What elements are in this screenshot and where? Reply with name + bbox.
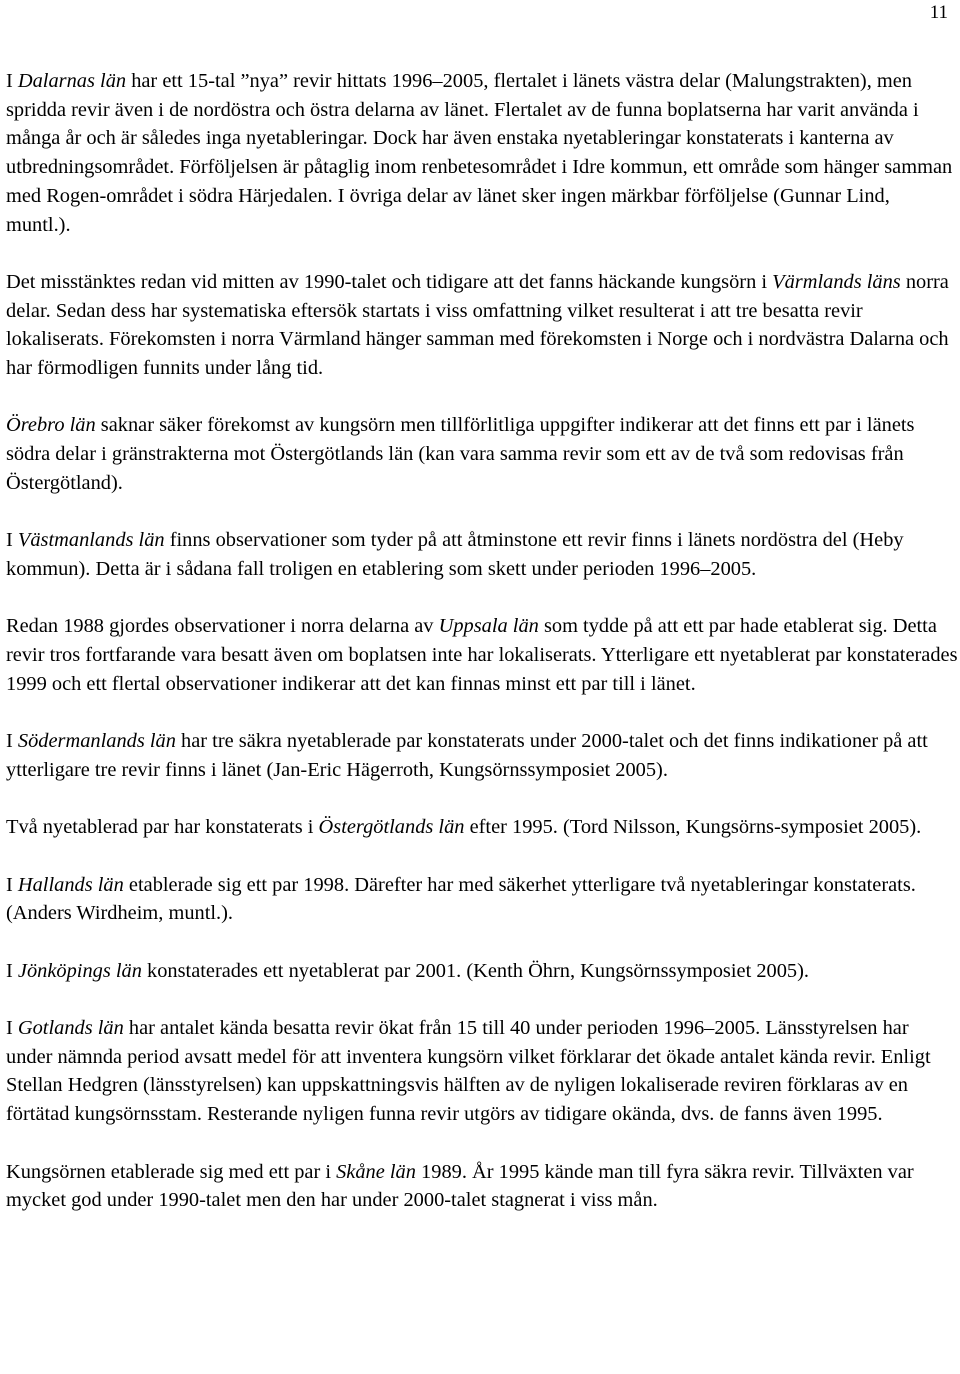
text-run: som tydde på att ett par hade etablerat sig. Detta revir tros fortfarande vara besatt även om boplatsen inte har lokaliserats. Ytterligare ett nyetablerat par konstaterades 1999 och ett flertal observationer indikerar att det kan finnas minst ett par till i länet.: [6, 615, 958, 695]
paragraph-skane: [6, 1158, 958, 1215]
document-body: [6, 67, 958, 1244]
text-run: I: [6, 873, 18, 896]
text-run: har tre säkra nyetablerade par konstaterats under 2000-talet och det finns indikationer på att ytterligare tre revir finns i länet (Jan-Eric Hägerroth, Kungsörnssymposiet 2005).: [6, 730, 928, 781]
text-run: konstaterades ett nyetablerat par 2001. (Kenth Öhrn, Kungsörnssymposiet 2005).: [141, 959, 809, 982]
text-run: har antalet kända besatta revir ökat från 15 till 40 under perioden 1996–2005. Länsstyrelsen har under nämnda period avsatt medel för att inventera kungsörn vilket förklarar det ökade antalet kända revir. Enligt Stellan Hedgren (länsstyrelsen) kan uppskattningsvis hälften av de nyligen lokaliserade reviren förklaras av en förtätad kungsörnsstam. Resterande nyligen funna revir utgörs av tidigare okända, dvs. de fanns även 1995.: [6, 1017, 931, 1126]
paragraph-sodermanland: [6, 727, 958, 784]
text-run: har ett 15-tal ”nya” revir hittats 1996–2005, flertalet i länets västra delar (Malungstrakten), men spridda revir även i de nordöstra och östra delarna av länet. Flertalet av de funna boplatserna har varit använda i många år och är således inga nyetableringar. Dock har även enstaka nyetableringar konstaterats i kanterna av utbredningsområdet. Förföljelsen är påtaglig inom renbetesområdet i Idre kommun, ett område som hänger samman med Rogen-området i södra Härjedalen. I övriga delar av länet sker ingen märkbar förföljelse (Gunnar Lind, muntl.).: [6, 70, 953, 236]
paragraph-vastmanland: [6, 526, 958, 583]
paragraph-gotland: [6, 1014, 958, 1129]
county-name: Värmlands läns: [772, 270, 901, 293]
county-name: Hallands län: [17, 873, 124, 896]
text-run: norra delar. Sedan dess har systematiska eftersök startats i viss omfattning vilket resulterat i att tre besatta revir lokaliserats. Förekomsten i norra Värmland hänger samman med förekomsten i Norge och i nordvästra Dalarna och har förmodligen funnits under lång tid.: [6, 270, 949, 380]
text-run: finns observationer som tyder på att åtminstone ett revir finns i länets nordöstra del (Heby kommun). Detta är i sådana fall troligen en etablering som skett under perioden 1996–2005.: [6, 529, 904, 580]
text-run: I: [6, 959, 18, 982]
county-name: Västmanlands län: [17, 529, 165, 552]
paragraph-halland: [6, 871, 958, 928]
text-run: etablerade sig ett par 1998. Därefter har med säkerhet ytterligare två nyetableringar konstaterats. (Anders Wirdheim, muntl.).: [6, 873, 916, 925]
text-run: I: [6, 529, 18, 552]
text-run: I: [6, 1017, 18, 1040]
county-name: Södermanlands län: [17, 730, 176, 753]
county-name: Gotlands län: [17, 1017, 124, 1040]
paragraph-dalarna: [6, 67, 958, 239]
paragraph-uppsala: [6, 612, 958, 698]
county-name: Örebro län: [6, 414, 96, 437]
county-name: Jönköpings län: [17, 959, 142, 982]
paragraph-orebro: [6, 411, 958, 497]
text-run: Redan 1988 gjordes observationer i norra delarna av: [6, 615, 439, 638]
paragraph-jonkoping: [6, 957, 958, 986]
paragraph-ostergotland: [6, 813, 958, 842]
county-name: Dalarnas län: [17, 70, 127, 92]
text-run: Kungsörnen etablerade sig med ett par i: [6, 1160, 337, 1183]
text-run: 1989. År 1995 kände man till fyra säkra revir. Tillväxten var mycket god under 1990-talet men den har under 2000-talet stagnerat i viss mån.: [6, 1160, 914, 1212]
paragraph-varmland: [6, 268, 958, 383]
text-run: Två nyetablerad par har konstaterats i: [6, 816, 319, 839]
text-run: Det misstänktes redan vid mitten av 1990-talet och tidigare att det fanns häckande kungsörn i: [6, 270, 773, 293]
county-name: Uppsala län: [438, 615, 539, 638]
text-run: I: [6, 730, 18, 753]
text-run: saknar säker förekomst av kungsörn men tillförlitliga uppgifter indikerar att det finns ett par i länets södra delar i gränstrakterna mot Östergötlands län (kan vara samma revir som ett av de två som redovisas från Östergötland).: [6, 414, 915, 494]
county-name: Skåne län: [336, 1160, 416, 1183]
county-name: Östergötlands län: [318, 816, 465, 839]
text-run: I: [6, 70, 18, 92]
text-run: efter 1995. (Tord Nilsson, Kungsörns-symposiet 2005).: [464, 816, 922, 839]
page-number: 11: [929, 2, 948, 23]
